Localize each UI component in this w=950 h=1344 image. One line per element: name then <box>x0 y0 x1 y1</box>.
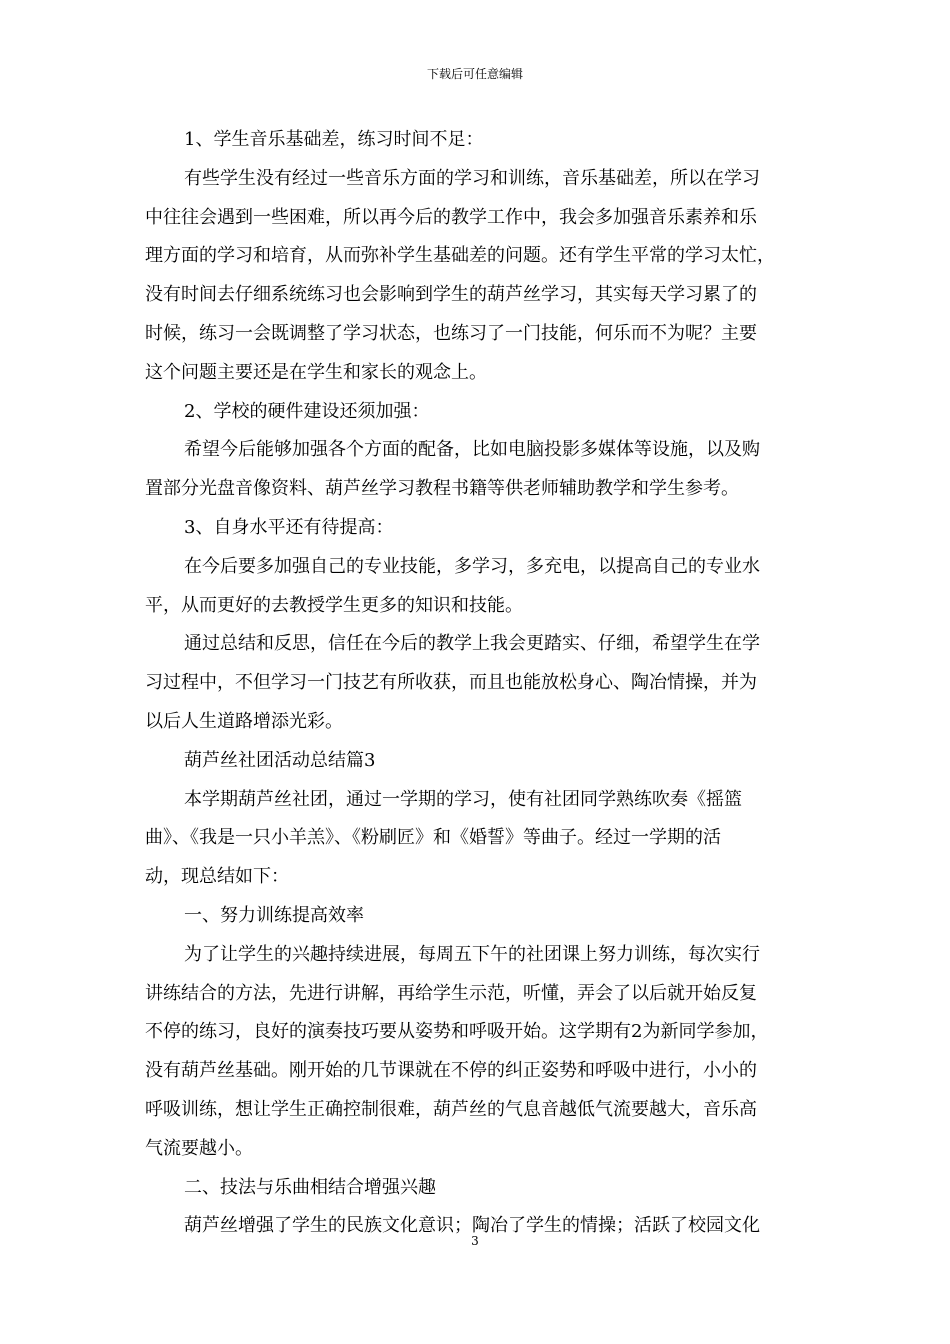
text-line: 葫芦丝社团活动总结篇3 <box>184 749 376 771</box>
text-line: 曲》、《我是一只小羊羔》、《粉刷匠》和《婚誓》等曲子。经过一学期的活 <box>145 827 721 849</box>
text-line: 没有葫芦丝基础。刚开始的几节课就在不停的纠正姿势和呼吸中进行，小小的 <box>145 1060 757 1082</box>
header-note: 下载后可任意编辑 <box>426 67 523 81</box>
text-line: 没有时间去仔细系统练习也会影响到学生的葫芦丝学习，其实每天学习累了的 <box>145 284 757 306</box>
text-line: 平，从而更好的去教授学生更多的知识和技能。 <box>145 594 523 616</box>
text-line: 气流要越小。 <box>145 1137 253 1159</box>
text-line: 葫芦丝增强了学生的民族文化意识；陶冶了学生的情操；活跃了校园文化 <box>184 1215 760 1237</box>
text-line: 为了让学生的兴趣持续进展，每周五下午的社团课上努力训练，每次实行 <box>184 943 760 965</box>
text-line: 以后人生道路增添光彩。 <box>145 710 343 732</box>
text-line: 在今后要多加强自己的专业技能，多学习，多充电，以提高自己的专业水 <box>184 555 760 577</box>
text-line: 希望今后能够加强各个方面的配备，比如电脑投影多媒体等设施，以及购 <box>184 439 760 461</box>
document-body <box>145 121 810 1246</box>
text-line: 有些学生没有经过一些音乐方面的学习和训练，音乐基础差，所以在学习 <box>184 167 760 189</box>
text-line: 呼吸训练，想让学生正确控制很难，葫芦丝的气息音越低气流要越大，音乐高 <box>145 1098 757 1120</box>
page-number: 3 <box>471 1234 479 1248</box>
text-line: 一、努力训练提高效率 <box>184 904 364 926</box>
text-line: 本学期葫芦丝社团，通过一学期的学习，使有社团同学熟练吹奏《摇篮 <box>184 788 742 810</box>
text-line: 2、学校的硬件建设还须加强： <box>184 400 430 422</box>
text-line: 3、自身水平还有待提高： <box>184 516 394 538</box>
text-line: 习过程中，不但学习一门技艺有所收获，而且也能放松身心、陶冶情操，并为 <box>145 672 757 694</box>
text-line: 中往往会遇到一些困难，所以再今后的教学工作中，我会多加强音乐素养和乐 <box>145 206 757 228</box>
text-line: 通过总结和反思，信任在今后的教学上我会更踏实、仔细，希望学生在学 <box>184 633 760 655</box>
text-line: 1、学生音乐基础差，练习时间不足： <box>184 129 484 150</box>
text-line: 时候，练习一会既调整了学习状态，也练习了一门技能，何乐而不为呢？主要 <box>145 322 757 344</box>
text-line: 二、技法与乐曲相结合增强兴趣 <box>184 1176 436 1198</box>
text-line: 理方面的学习和培育，从而弥补学生基础差的问题。还有学生平常的学习太忙， <box>145 245 775 267</box>
text-line: 讲练结合的方法，先进行讲解，再给学生示范，听懂，弄会了以后就开始反复 <box>145 982 757 1004</box>
text-line: 不停的练习，良好的演奏技巧要从姿势和呼吸开始。这学期有2为新同学参加， <box>145 1021 769 1043</box>
text-line: 这个问题主要还是在学生和家长的观念上。 <box>145 361 487 383</box>
text-line: 动，现总结如下： <box>145 866 289 888</box>
text-line: 置部分光盘音像资料、葫芦丝学习教程书籍等供老师辅助教学和学生参考。 <box>145 478 739 500</box>
